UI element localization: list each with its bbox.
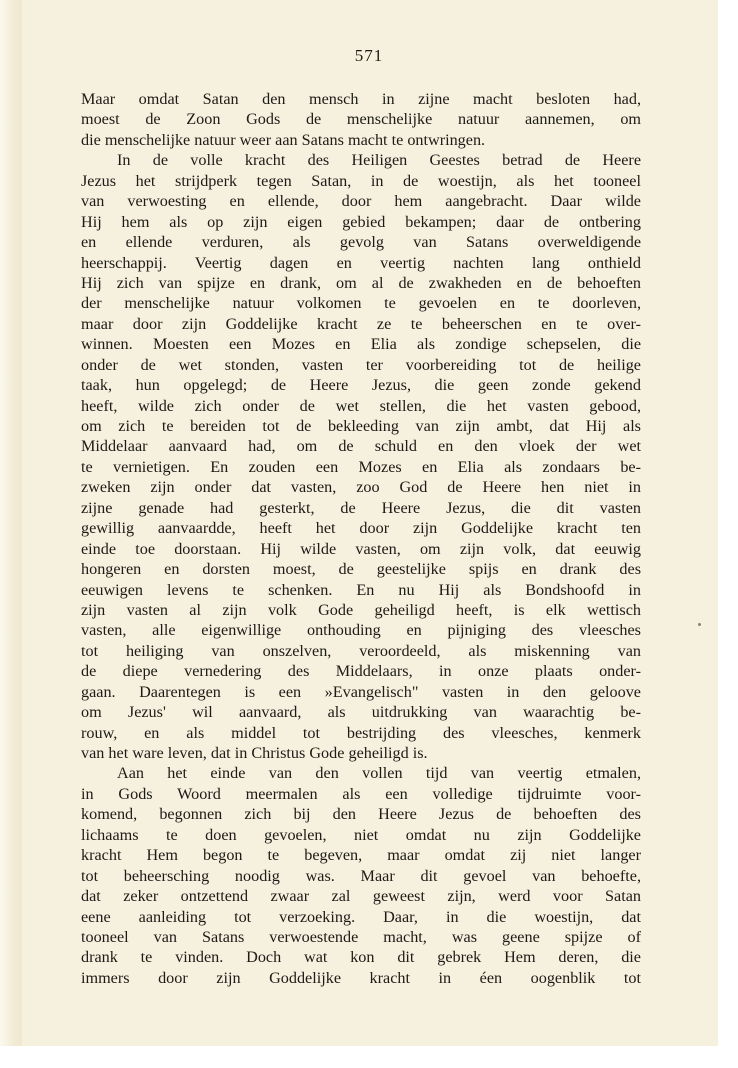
text-line: Jezus het strijdperk tegen Satan, in de woestijn, als het tooneel [81, 171, 641, 190]
text-line: vasten, alle eigenwillige onthouding en pijniging des vleesches [81, 621, 641, 640]
text-line: zijn vasten al zijn volk Gode geheiligd heeft, is elk wettisch [81, 600, 641, 619]
text-line: Hij hem als op zijn eigen gebied bekampen; daar de ontbering [81, 212, 641, 231]
text-line: hongeren en dorsten moest, de geestelijke spijs en drank des [81, 560, 641, 579]
text-line: in Gods Woord meermalen als een volledige tijdruimte voor- [81, 784, 641, 803]
text-line: eeuwigen levens te schenken. En nu Hij als Bondshoofd in [81, 580, 641, 599]
text-line: Maar omdat Satan den mensch in zijne macht besloten had, [81, 90, 641, 108]
text-line: om Jezus' wil aanvaard, als uitdrukking van waarachtig be- [81, 703, 641, 722]
text-line: heerschappij. Veertig dagen en veertig nachten lang onthield [81, 253, 641, 272]
text-line: tot heiliging van onszelven, veroordeeld, als miskenning van [81, 641, 641, 660]
text-line: der menschelijke natuur volkomen te gevoelen en te doorleven, [81, 294, 641, 313]
text-line: gewillig aanvaardde, heeft het door zijn Goddelijke kracht ten [81, 519, 641, 538]
scan-margin-bottom [0, 1046, 738, 1068]
text-line: rouw, en als middel tot bestrijding des vleesches, kenmerk [81, 723, 641, 742]
text-line: winnen. Moesten een Mozes en Elia als zondige schepselen, die [81, 335, 641, 354]
text-line: kracht Hem begon te begeven, maar omdat zij niet langer [81, 846, 641, 865]
text-line: van verwoesting en ellende, door hem aangebracht. Daar wilde [81, 192, 641, 211]
paper-speck [698, 623, 701, 626]
text-line: tot beheersching noodig was. Maar dit gevoel van behoefte, [81, 866, 641, 885]
text-line: tooneel van Satans verwoestende macht, was geene spijze of [81, 927, 641, 946]
text-line: de diepe vernedering des Middelaars, in onze plaats onder- [81, 662, 641, 681]
text-line: die menschelijke natuur weer aan Satans macht te ontwringen. [81, 130, 486, 149]
text-line: In de volle kracht des Heiligen Geestes betrad de Heere [117, 151, 641, 170]
page-number: 571 [354, 46, 384, 65]
text-line: immers door zijn Goddelijke kracht in éen oogenblik tot [81, 968, 641, 987]
text-line: komend, begonnen zich bij den Heere Jezus de behoeften des [81, 805, 641, 824]
text-line: Hij zich van spijze en drank, om al de zwakheden en de behoeften [81, 273, 641, 292]
text-line: Middelaar aanvaard had, om de schuld en den vloek der wet [81, 437, 641, 456]
text-line: drank te vinden. Doch wat kon dit gebrek Hem deren, die [81, 948, 641, 967]
text-line: zweken zijn onder dat vasten, zoo God de Heere hen niet in [81, 478, 641, 497]
text-line: onder de wet stonden, vasten ter voorbereiding tot de heilige [81, 355, 641, 374]
text-line: zijne genade had gesterkt, de Heere Jezus, die dit vasten [81, 498, 641, 517]
text-line: dat zeker ontzettend zwaar zal geweest zijn, werd voor Satan [81, 887, 641, 906]
text-line: heeft, wilde zich onder de wet stellen, die het vasten gebood, [81, 396, 641, 415]
text-line: te vernietigen. En zouden een Mozes en Elia als zondaars be- [81, 457, 641, 476]
text-line: moest de Zoon Gods de menschelijke natuur aannemen, om [81, 110, 641, 129]
text-line: eene aanleiding tot verzoeking. Daar, in die woestijn, dat [81, 907, 641, 926]
text-line: maar door zijn Goddelijke kracht ze te beheerschen en te over- [81, 314, 641, 333]
text-line: einde toe doorstaan. Hij wilde vasten, om zijn volk, dat eeuwig [81, 539, 641, 558]
text-line: Aan het einde van den vollen tijd van veertig etmalen, [117, 764, 641, 783]
text-line: om zich te bereiden tot de bekleeding van zijn ambt, dat Hij als [81, 417, 641, 435]
scan-margin-right [718, 0, 738, 1068]
text-line: van het ware leven, dat in Christus Gode geheiligd is. [81, 744, 428, 762]
text-line: lichaams te doen gevoelen, niet omdat nu zijn Goddelijke [81, 825, 641, 844]
text-line: taak, hun opgelegd; de Heere Jezus, die geen zonde gekend [81, 376, 641, 395]
page-gutter [0, 0, 22, 1068]
text-line: gaan. Daarentegen is een »Evangelisch" vasten in den geloove [81, 682, 641, 701]
body-text [81, 89, 641, 988]
text-line: en ellende verduren, als gevolg van Satans overweldigende [81, 233, 641, 252]
